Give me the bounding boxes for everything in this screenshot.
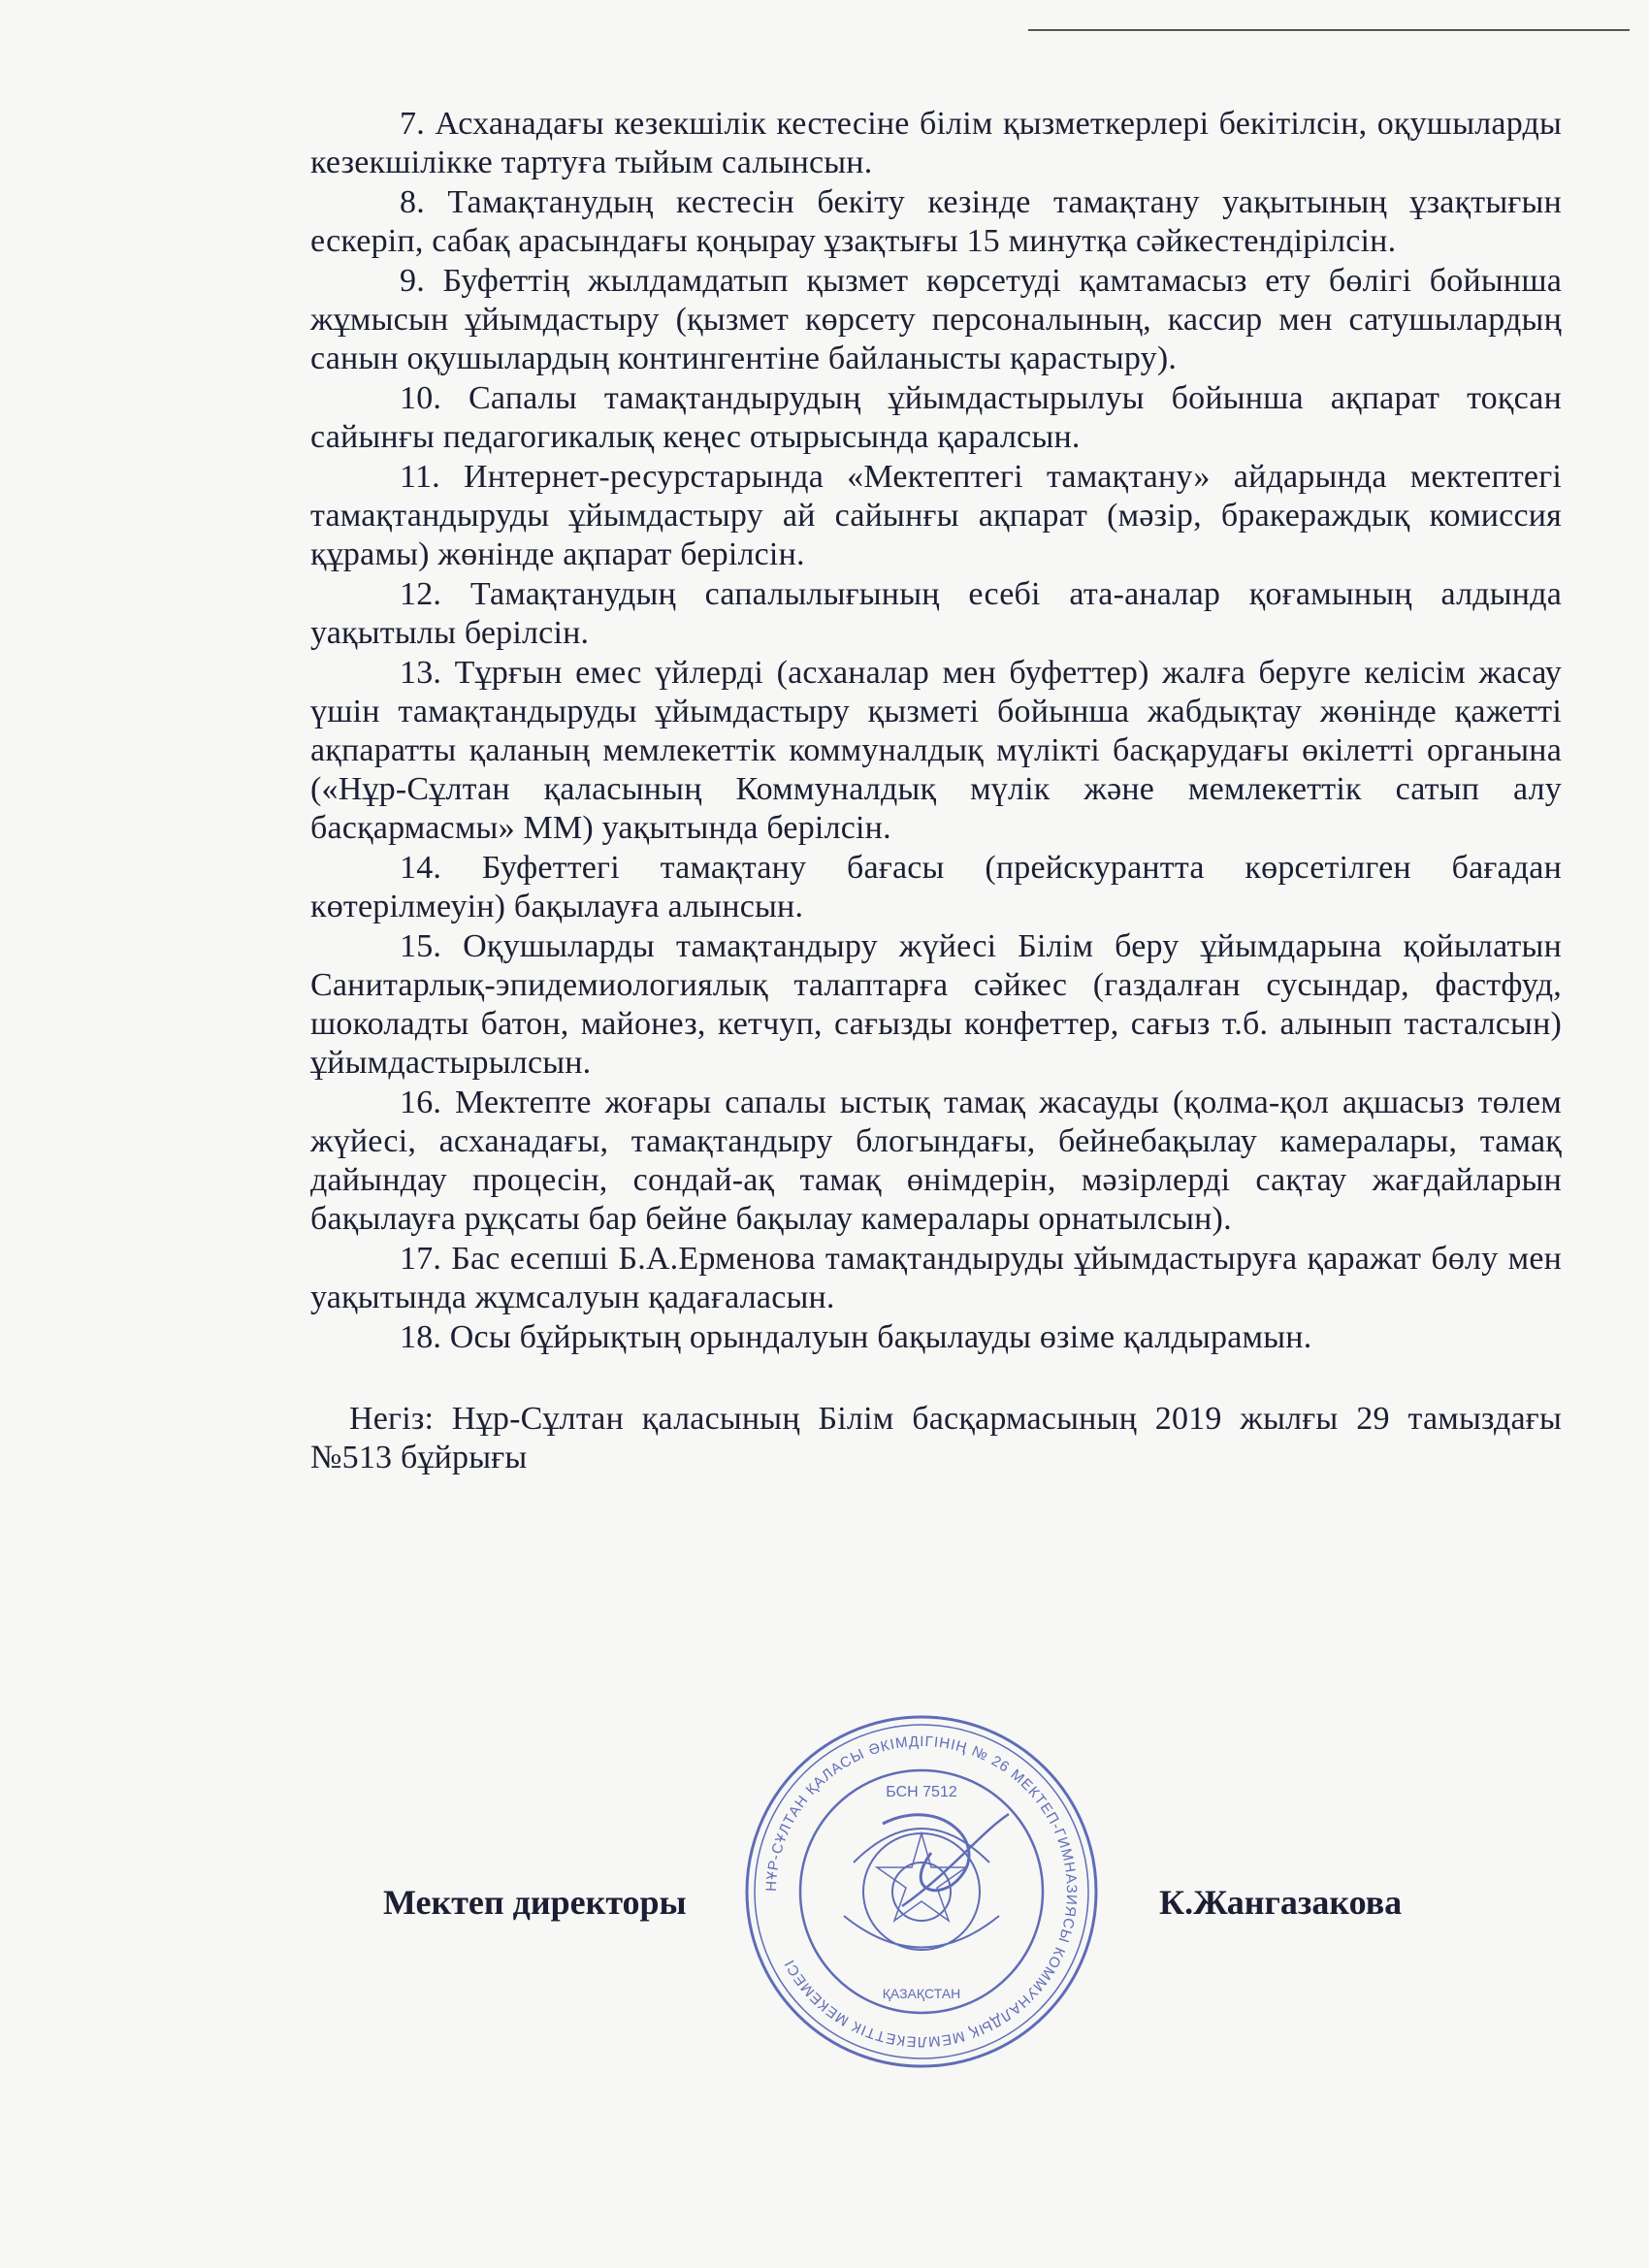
official-seal-stamp [737, 1707, 1106, 2076]
item-9: 9. Буфеттің жылдамдатып қызмет көрсетуді қамтамасыз ету бөлігі бойынша жұмысын ұйымдастыру (қызмет көрсету персоналының, кассир мен сатушылардың санын оқушылардың контингентіне байланысты қарастыру). [310, 263, 1562, 376]
item-7: 7. Асханадағы кезекшілік кестесіне білім қызметкерлері бекітілсін, оқушыларды кезекшілікке тартуға тыйым салынсын. [310, 106, 1562, 180]
signature-name: К.Жангазакова [1159, 1883, 1403, 1922]
item-14: 14. Буфеттегі тамақтану бағасы (прейскурантта көрсетілген бағадан көтерілмеуін) бақылауға алынсын. [310, 850, 1562, 924]
item-12: 12. Тамақтанудың сапалылығының есебі ата-аналар қоғамының алдында уақытылы берілсін. [310, 576, 1562, 651]
document-body [310, 105, 1562, 1478]
top-rule [1028, 29, 1630, 31]
item-10: 10. Сапалы тамақтандырудың ұйымдастырылуы бойынша ақпарат тоқсан сайынғы педагогикалық кеңес отырысында қаралсын. [310, 380, 1562, 455]
item-8: 8. Тамақтанудың кестесін бекіту кезінде тамақтану уақытының ұзақтығын ескеріп, сабақ арасындағы қоңырау ұзақтығы 15 минутқа сәйкестендірілсін. [310, 184, 1562, 259]
stamp-ring-text: НҰР-СҰЛТАН ҚАЛАСЫ ӘКІМДІГІНІҢ № 26 МЕКТЕП-ГИМНАЗИЯСЫ КОММУНАЛДЫҚ МЕМЛЕКЕТТІК МЕКЕМЕСІ [762, 1733, 1081, 2051]
item-18: 18. Осы бұйрықтың орындалуын бақылауды өзіме қалдырамын. [400, 1319, 1312, 1355]
signature-title: Мектеп директоры [383, 1883, 687, 1922]
item-13: 13. Тұрғын емес үйлерді (асханалар мен буфеттер) жалға беруге келісім жасау үшін тамақтандыруды ұйымдастыру қызметі бойынша жабдықтау жөнінде қажетті ақпаратты қаланың мемлекеттік коммуналдық мүлікті басқарудағы өкілетті органына («Нұр-Сұлтан қаласының Коммуналдық мүлік және мемлекеттік сатып алу басқармасмы» ММ) уақытында берілсін. [310, 655, 1562, 846]
item-17: 17. Бас есепші Б.А.Ерменова тамақтандыруды ұйымдастыруға қаражат бөлу мен уақытында жұмсалуын қадағаласын. [310, 1241, 1562, 1315]
basis-text: Негіз: Нұр-Сұлтан қаласының Білім басқармасының 2019 жылғы 29 тамыздағы №513 бұйрығы [310, 1401, 1562, 1475]
stamp-bin: БСН 7512 [886, 1784, 957, 1800]
item-15: 15. Оқушыларды тамақтандыру жүйесі Білім беру ұйымдарына қойылатын Санитарлық-эпидемиологиялық талаптарға сәйкес (газдалған сусындар, фастфуд, шоколадты батон, майонез, кетчуп, сағызды конфеттер, сағыз т.б. алынып тасталсын) ұйымдастырылсын. [310, 928, 1562, 1081]
stamp-center-text: ҚАЗАҚСТАН [882, 1986, 961, 2001]
item-11: 11. Интернет-ресурстарында «Мектептегі тамақтану» айдарында мектептегі тамақтандыруды ұйымдастыру ай сайынғы ақпарат (мәзір, бракераждық комиссия құрамы) жөнінде ақпарат берілсін. [310, 459, 1562, 572]
item-16: 16. Мектепте жоғары сапалы ыстық тамақ жасауды (қолма-қол ақшасыз төлем жүйесі, асханадағы, тамақтандыру блогындағы, бейнебақылау камералары, тамақ дайындау процесін, сондай-ақ тамақ өнімдерін, мәзірлерді сақтау жағдайларын бақылауға рұқсаты бар бейне бақылау камералары орнатылсын). [310, 1085, 1562, 1237]
